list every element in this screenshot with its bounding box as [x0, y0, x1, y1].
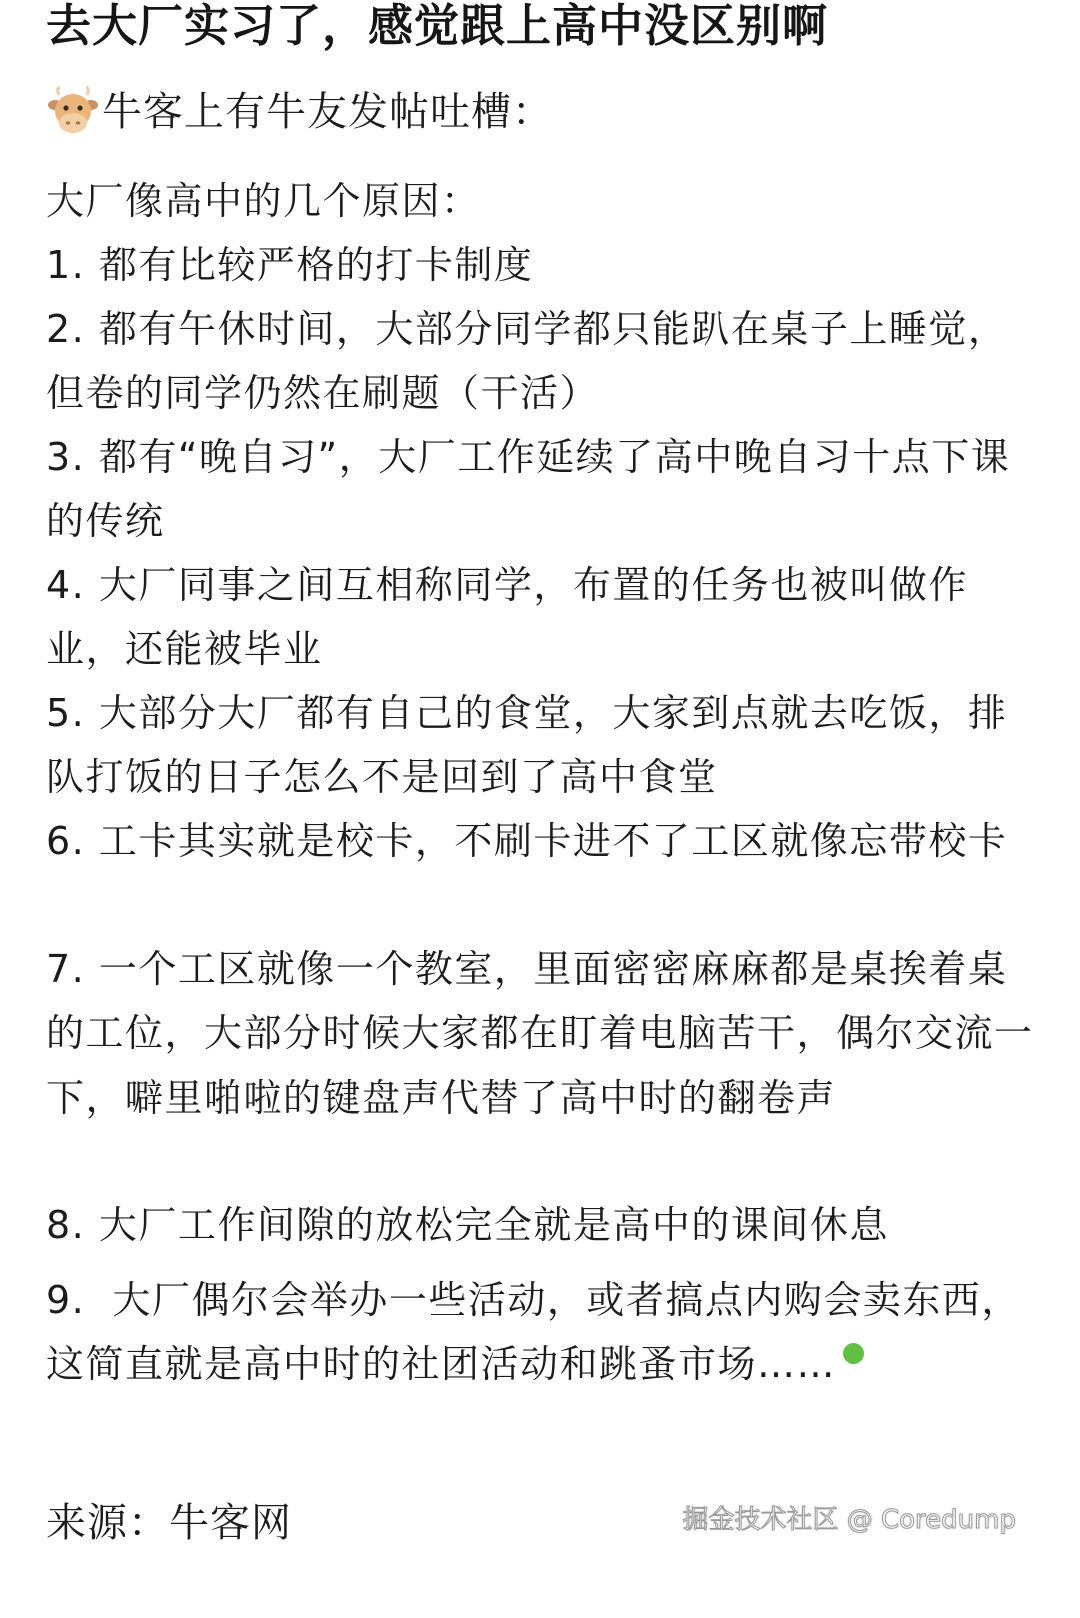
- reason-item: 4. 大厂同事之间互相称同学，布置的任务也被叫做作业，还能被毕业: [46, 563, 968, 672]
- reason-item: 1. 都有比较严格的打卡制度: [46, 243, 534, 287]
- intro-text: 牛客上有牛友发帖吐槽：: [102, 89, 553, 135]
- source-line: 来源：牛客网: [46, 1500, 292, 1546]
- reason-item: 2. 都有午休时间，大部分同学都只能趴在桌子上睡觉，但卷的同学仍然在刷题（干活）: [46, 307, 1008, 416]
- green-dot: [843, 1343, 864, 1364]
- watermark: 掘金技术社区 @ Coredump: [682, 1505, 1016, 1535]
- reason-item: 7. 一个工区就像一个教室，里面密密麻麻都是桌挨着桌的工位，大部分时候大家都在盯着电脑苦干，偶尔交流一下，噼里啪啦的键盘声代替了高中时的翻卷声: [46, 947, 1034, 1120]
- intro-line: [46, 80, 553, 144]
- reason-item: 5. 大部分大厂都有自己的食堂，大家到点就去吃饭，排队打饭的日子怎么不是回到了高中食堂: [46, 691, 1008, 800]
- reason-item: 8. 大厂工作间隙的放松完全就是高中的课间休息: [46, 1203, 889, 1247]
- cow-emoji-icon: [46, 85, 100, 139]
- reasons-heading: 大厂像高中的几个原因：: [46, 179, 481, 223]
- reason-item: 6. 工卡其实就是校卡，不刷卡进不了工区就像忘带校卡: [46, 819, 1008, 863]
- reason-item: 3. 都有“晚自习”，大厂工作延续了高中晚自习十点下课的传统: [46, 435, 1011, 544]
- post-title: 去大厂实习了，感觉跟上高中没区别啊: [46, 0, 829, 52]
- reason-item: 9. 大厂偶尔会举办一些活动，或者搞点内购会卖东西，这简直就是高中时的社团活动和跳蚤市场……: [46, 1278, 1021, 1387]
